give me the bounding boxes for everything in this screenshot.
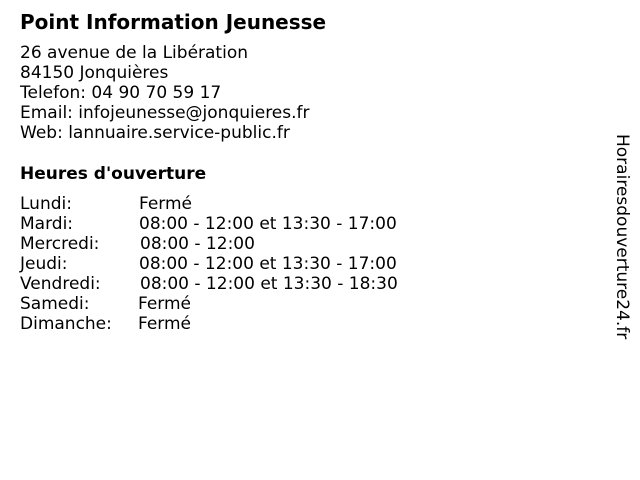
day-label: Samedi: xyxy=(20,294,90,314)
hours-heading: Heures d'ouverture xyxy=(20,164,207,184)
city-postcode: 84150 Jonquières xyxy=(20,63,169,83)
address-block xyxy=(20,43,310,143)
site-watermark: Horairesdouverture24.fr xyxy=(612,134,632,340)
street-address: 26 avenue de la Libération xyxy=(20,43,248,63)
day-hours: Fermé xyxy=(138,314,192,334)
day-hours: 08:00 - 12:00 et 13:30 - 17:00 xyxy=(139,254,397,274)
day-hours: 08:00 - 12:00 et 13:30 - 18:30 xyxy=(140,274,398,294)
email-line: Email: infojeunesse@jonquieres.fr xyxy=(20,103,310,123)
day-hours: 08:00 - 12:00 et 13:30 - 17:00 xyxy=(139,214,397,234)
phone-line: Telefon: 04 90 70 59 17 xyxy=(20,83,222,103)
day-hours: 08:00 - 12:00 xyxy=(140,234,255,254)
day-label: Lundi: xyxy=(20,194,72,214)
day-label: Mercredi: xyxy=(20,234,100,254)
day-hours: Fermé xyxy=(138,294,192,314)
day-label: Mardi: xyxy=(20,214,74,234)
day-label: Jeudi: xyxy=(20,254,68,274)
page-title: Point Information Jeunesse xyxy=(20,10,327,34)
day-label: Vendredi: xyxy=(20,274,101,294)
web-line: Web: lannuaire.service-public.fr xyxy=(20,123,290,143)
day-label: Dimanche: xyxy=(20,314,112,334)
day-hours: Fermé xyxy=(139,194,193,214)
